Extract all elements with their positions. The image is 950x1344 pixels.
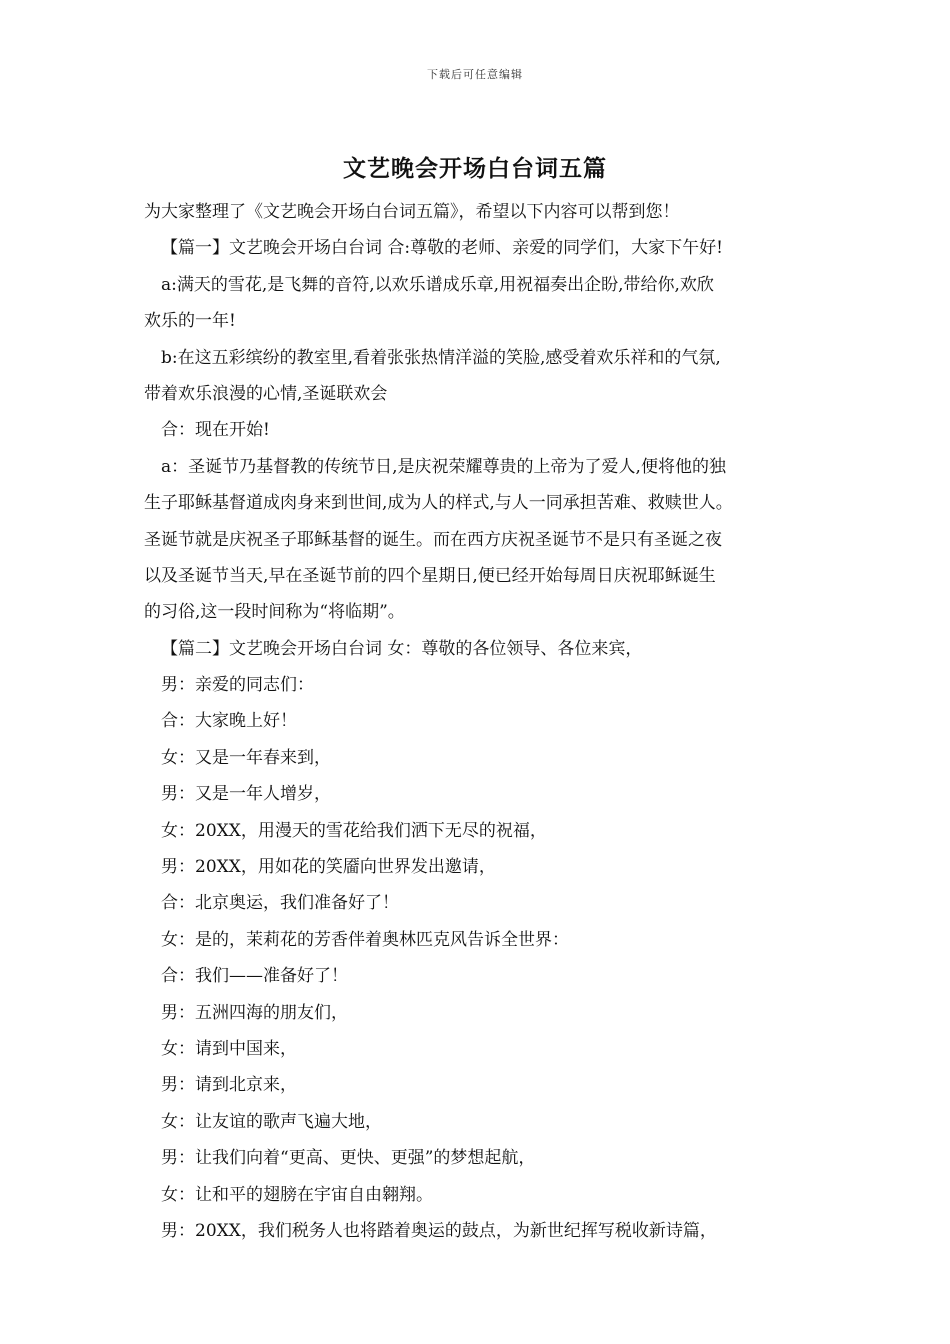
text-line: a：圣诞节乃基督教的传统节日,是庆祝荣耀尊贵的上帝为了爱人,便将他的独: [161, 456, 726, 477]
text-line: 男：请到北京来，: [161, 1075, 297, 1096]
document-body: [144, 194, 808, 1249]
text-line: 女：是的，茉莉花的芳香伴着奥林匹克风告诉全世界：: [161, 929, 569, 950]
text-line: 女：请到中国来，: [161, 1038, 297, 1059]
text-line: 生子耶稣基督道成肉身来到世间,成为人的样式,与人一同承担苦难、救赎世人。: [144, 493, 733, 514]
text-line: 女：让友谊的歌声飞遍大地，: [161, 1111, 382, 1132]
text-line: 带着欢乐浪漫的心情,圣诞联欢会: [144, 383, 388, 404]
text-line: 女：让和平的翅膀在宇宙自由翱翔。: [161, 1184, 433, 1205]
text-line: b:在这五彩缤纷的教室里,看着张张热情洋溢的笑脸,感受着欢乐祥和的气氛,: [161, 347, 721, 368]
text-line: 【篇一】文艺晚会开场白台词 合:尊敬的老师、亲爱的同学们，大家下午好!: [161, 238, 723, 259]
text-line: 合：大家晚上好！: [161, 711, 297, 732]
text-line: 的习俗,这一段时间称为“将临期”。: [144, 602, 405, 623]
text-line: 女：20XX，用漫天的雪花给我们洒下无尽的祝福，: [161, 820, 547, 841]
text-line: 圣诞节就是庆祝圣子耶稣基督的诞生。而在西方庆祝圣诞节不是只有圣诞之夜: [144, 529, 722, 550]
text-line: 男：五洲四海的朋友们，: [161, 1002, 348, 1023]
text-line: 合：北京奥运，我们准备好了！: [161, 893, 399, 914]
text-line: 男：20XX，用如花的笑靥向世界发出邀请，: [161, 857, 496, 878]
text-line: 【篇二】文艺晚会开场白台词 女：尊敬的各位领导、各位来宾，: [161, 638, 643, 659]
text-line: 以及圣诞节当天,早在圣诞节前的四个星期日,便已经开始每周日庆祝耶稣诞生: [144, 565, 716, 586]
text-line: 为大家整理了《文艺晚会开场白台词五篇》，希望以下内容可以帮到您！: [144, 202, 680, 222]
text-line: 男：让我们向着“更高、更快、更强”的梦想起航，: [161, 1148, 536, 1169]
text-line: 合：我们——准备好了！: [161, 966, 348, 987]
text-line: a:满天的雪花,是飞舞的音符,以欢乐谱成乐章,用祝福奏出企盼,带给你,欢欣: [161, 274, 714, 295]
text-line: 欢乐的一年!: [144, 311, 236, 332]
text-line: 男：20XX，我们税务人也将踏着奥运的鼓点，为新世纪挥写税收新诗篇，: [161, 1220, 717, 1241]
text-line: 男：又是一年人增岁，: [161, 784, 331, 805]
text-line: 合：现在开始!: [161, 420, 270, 441]
text-line: 女：又是一年春来到，: [161, 747, 331, 768]
text-line: 男：亲爱的同志们：: [161, 675, 314, 696]
document-title: 文艺晚会开场白台词五篇: [343, 155, 607, 182]
header-note: 下载后可任意编辑: [427, 68, 523, 81]
